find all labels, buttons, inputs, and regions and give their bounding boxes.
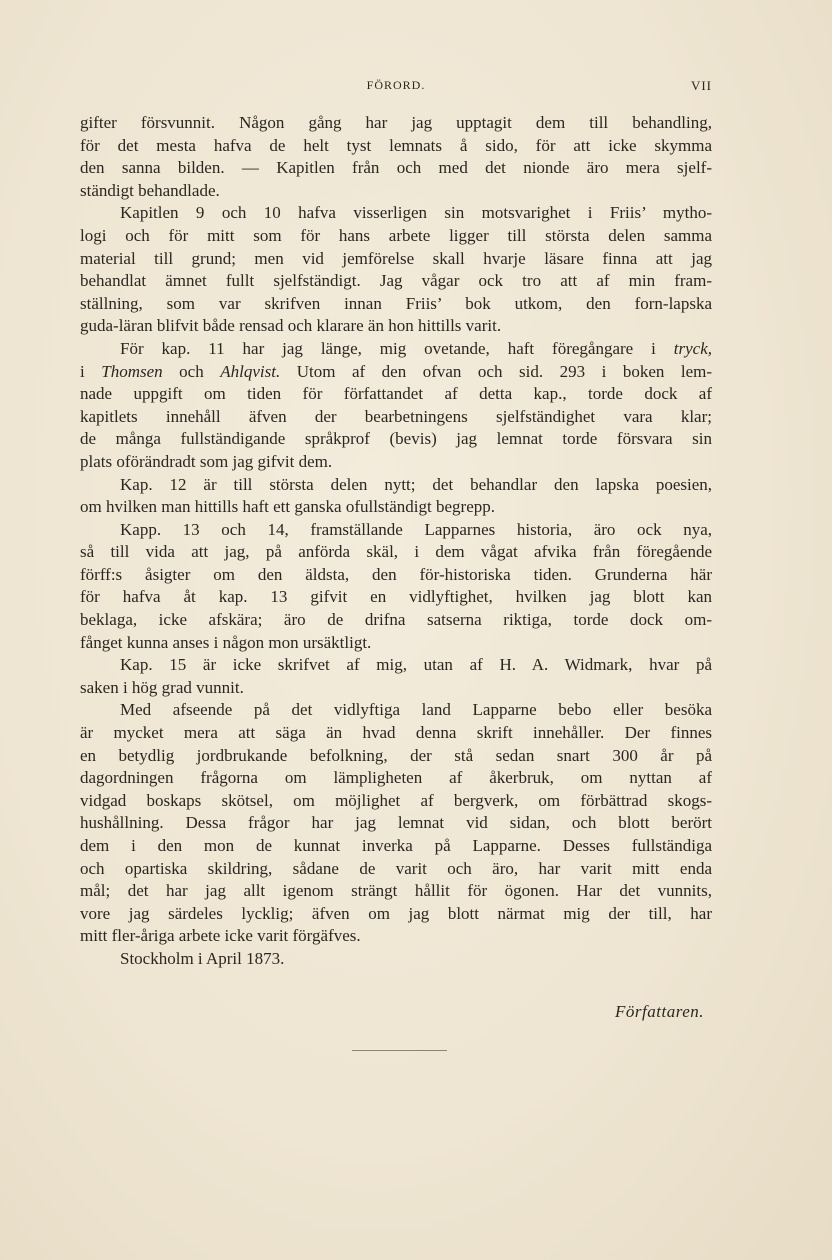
text-line: om hvilken man hittills haft ett ganska ofullständigt begrepp. — [80, 497, 496, 517]
text-run: För kap. 11 har jag länge, mig ovetande, haft föregångare i — [120, 338, 656, 358]
text-line: gifter försvunnit. Någon gång har jag upptagit dem till behandling, — [80, 113, 712, 132]
text-line: Kapitlen 9 och 10 hafva visserligen sin motsvarighet i Friis’ mytho- — [120, 203, 712, 223]
preface-text — [80, 112, 712, 971]
text-line: och opartiska skildring, sådane de varit och äro, har varit mitt enda — [80, 858, 712, 878]
text-line: material till grund; men vid jemförelse skall hvarje läsare finna att jag — [80, 248, 712, 268]
text-line: guda-läran blifvit både rensad och klarare än hon hittills varit. — [80, 316, 502, 336]
text-line: vidgad boskaps skötsel, om möjlighet af bergverk, om förbättrad skogs- — [80, 790, 712, 810]
running-header — [80, 78, 712, 98]
text-run: i — [80, 361, 85, 381]
text-line: vore jag särdeles lycklig; äfven om jag blott närmat mig der till, har — [80, 903, 712, 923]
text-line: den sanna bilden. — Kapitlen från och med det nionde äro mera sjelf- — [80, 158, 712, 178]
text-line: Kap. 15 är icke skrifvet af mig, utan af H. A. Widmark, hvar på — [120, 655, 712, 675]
text-line: Kap. 12 är till största delen nytt; det behandlar den lapska poesien, — [120, 474, 712, 494]
end-rule — [352, 1050, 447, 1051]
text-line: ständigt behandlade. — [80, 180, 220, 200]
place-date-line: Stockholm i April 1873. — [120, 948, 285, 968]
text-line: behandlat ämnet fullt sjelfständigt. Jag vågar ock tro att af min fram- — [80, 271, 712, 291]
text-line: plats oförändradt som jag gifvit dem. — [80, 451, 333, 471]
text-line: Med afseende på det vidlyftiga land Lapparne bebo eller besöka — [120, 700, 712, 720]
text-line: mitt fler-åriga arbete icke varit förgäfves. — [80, 926, 361, 946]
text-line: för det mesta hafva de helt tyst lemnats å sido, för att icke skymma — [80, 135, 712, 155]
text-line: så till vida att jag, på anförda skäl, i dem vågat afvika från föregående — [80, 542, 712, 562]
text-line: nade uppgift om tiden för författandet af detta kap., torde dock af — [80, 384, 712, 404]
text-line — [80, 338, 712, 361]
text-line: saken i hög grad vunnit. — [80, 677, 244, 697]
text-line: fånget kunna anses i någon mon ursäktligt. — [80, 632, 372, 652]
text-line: logi och för mitt som för hans arbete ligger till största delen samma — [80, 225, 712, 245]
text-line — [80, 361, 712, 384]
page-number: VII — [690, 78, 712, 93]
text-line: förff:s åsigter om den äldsta, den för-historiska tiden. Grunderna här — [80, 564, 712, 584]
text-line: en betydlig jordbrukande befolkning, der stå sedan snart 300 år på — [80, 745, 712, 765]
author-signature: Författaren. — [615, 1002, 704, 1021]
text-line: är mycket mera att säga än hvad denna skrift innehåller. Der finnes — [80, 723, 712, 743]
text-line: mål; det har jag allt igenom strängt hållit för ögonen. Har det vunnits, — [80, 881, 712, 901]
text-run: och — [179, 361, 204, 381]
text-line: ställning, som var skrifven innan Friis’ bok utkom, den forn-lapska — [80, 293, 712, 313]
text-line: dem i den mon de kunnat inverka på Lapparne. Desses fullständiga — [80, 836, 712, 855]
text-line: beklaga, icke afskära; äro de drifna satserna riktiga, torde dock om- — [80, 610, 712, 630]
text-line: de många fullständigande språkprof (bevis) jag lemnat torde försvara sin — [80, 429, 712, 449]
italic-word: tryck, — [673, 338, 712, 358]
text-line: kapitlets innehåll äfven der bearbetningens sjelfständighet vara klar; — [80, 406, 712, 426]
text-line: Kapp. 13 och 14, framställande Lapparnes historia, äro ock nya, — [120, 519, 712, 539]
text-line: hushållning. Dessa frågor har jag lemnat vid sidan, och blott berört — [80, 813, 712, 833]
text-line: för hafva åt kap. 13 gifvit en vidlyftighet, hvilken jag blott kan — [80, 587, 712, 607]
italic-name-ahlqvist: Ahlqvist. — [220, 361, 281, 381]
running-title: FÖRORD. — [366, 78, 426, 92]
text-run: Utom af den ofvan och sid. 293 i boken lem- — [296, 361, 712, 381]
italic-name-thomsen: Thomsen — [101, 361, 163, 381]
text-line: dagordningen frågorna om lämpligheten af åkerbruk, om nyttan af — [80, 768, 712, 788]
